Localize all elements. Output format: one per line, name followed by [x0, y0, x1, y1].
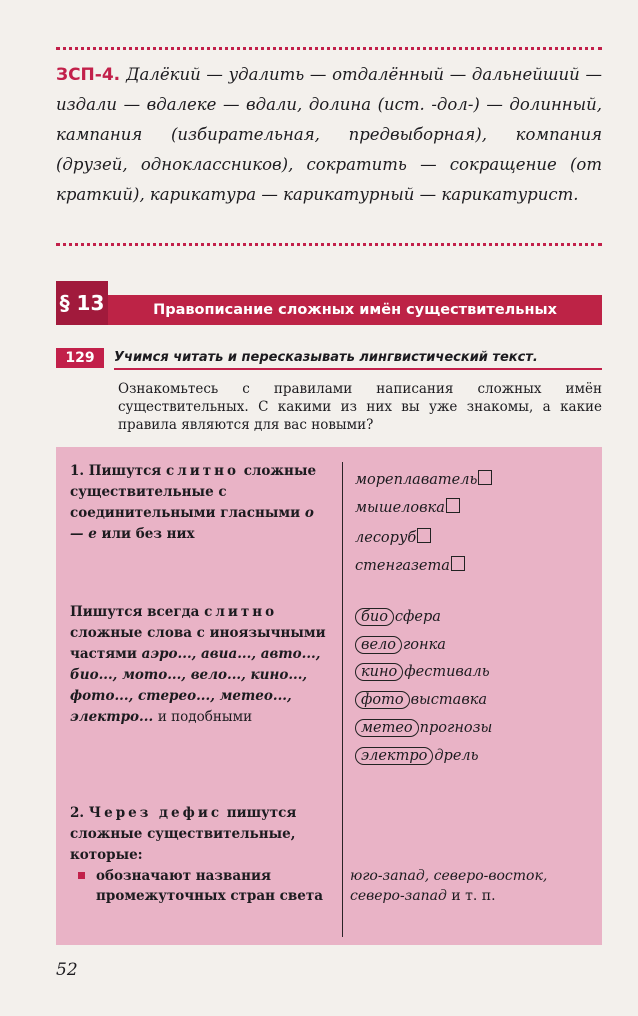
word-rest: прогнозы [419, 720, 493, 736]
foreign-part-example [355, 716, 492, 740]
rule-2-text: пишутся сложные существительные, которые: [70, 805, 297, 863]
root-oval: метео [355, 719, 419, 737]
rule-2-spaced: Через дефис [88, 805, 223, 821]
example-word [355, 554, 465, 578]
rule-1 [70, 461, 332, 545]
root-oval: кино [355, 663, 403, 681]
zsp-text: Далёкий — удалить — отдалённый — дальнейший — издали — вдалеке — вдали, долина (ист. -дол-) — долинный, кампания (избирательная, предвыборная), компания (друзей, одноклассников), сократить — сокращение (от краткий), карикатура — карикатурный — карикатурист. [56, 65, 602, 204]
rule-1-tail: или без них [101, 526, 195, 542]
word-rest: сфера [394, 609, 441, 625]
suffix-box-icon [417, 528, 431, 543]
example-word-4: стенгазета [355, 558, 450, 574]
rule-2-bullet-text: обозначают названия промежуточных стран света [96, 868, 323, 904]
hyphen-examples [350, 866, 596, 906]
root-oval: био [355, 608, 394, 626]
spelling-exercise-block [56, 60, 602, 210]
section-title: Правописание сложных имён существительных [108, 295, 602, 325]
rule-1b-lead: Пишутся всегда [70, 604, 200, 620]
hyphen-words: юго-запад, северо-восток, северо-запад [350, 868, 548, 904]
rule-2-bullet [70, 866, 332, 906]
bottom-dotted-rule [56, 243, 602, 246]
suffix-box-icon [446, 498, 460, 513]
rule-1-text: сложные существительные с соединительными гласными [70, 463, 317, 521]
example-word [355, 468, 492, 492]
rule-2-lead: 2. [70, 805, 85, 821]
root-oval: электро [355, 747, 433, 765]
rule-1b-text: сложные слова с иноязычными частями [70, 625, 326, 662]
hyphen-tail: и т. п. [451, 888, 496, 904]
example-word [355, 496, 460, 520]
foreign-part-example [355, 744, 479, 768]
section-number: § 13 [56, 281, 108, 325]
root-oval: вело [355, 636, 402, 654]
suffix-box-icon [478, 470, 492, 485]
exercise-title: Учимся читать и пересказывать лингвистический текст. [114, 348, 602, 370]
exercise-number: 129 [56, 348, 104, 368]
word-rest: выставка [410, 692, 488, 708]
rule-1b-tail: и подобными [157, 709, 253, 725]
foreign-part-example [355, 605, 441, 629]
example-word-3: лесоруб [355, 530, 417, 546]
example-word [355, 526, 431, 550]
zsp-label: ЗСП-4. [56, 65, 121, 85]
top-dotted-rule [56, 47, 602, 50]
table-divider [342, 462, 343, 937]
rule-1b [70, 602, 332, 728]
rule-1b-parts: аэро..., авиа..., авто..., био..., мото..., вело..., кино..., фото..., стерео..., метео..., электро... [70, 646, 321, 725]
word-rest: фестиваль [404, 664, 490, 680]
rule-1-vowels: о — е [70, 505, 314, 542]
example-word-1: мореплаватель [355, 472, 478, 488]
example-word-2: мышеловка [355, 500, 445, 516]
page-number: 52 [56, 960, 78, 980]
rule-2 [70, 803, 332, 866]
rule-1b-spaced: слитно [204, 604, 278, 620]
word-rest: гонка [402, 637, 446, 653]
rule-1-lead: 1. Пишутся [70, 463, 162, 479]
foreign-part-example [355, 688, 487, 712]
rule-1-spaced: слитно [165, 463, 239, 479]
suffix-box-icon [451, 556, 465, 571]
foreign-part-example [355, 633, 446, 657]
exercise-intro: Ознакомьтесь с правилами написания сложных имён существительных. С какими из них вы уже знакомы, а какие правила являются для вас новыми? [118, 381, 602, 433]
foreign-part-example [355, 660, 490, 684]
word-rest: дрель [434, 748, 479, 764]
root-oval: фото [355, 691, 410, 709]
bullet-square-icon [78, 872, 85, 879]
